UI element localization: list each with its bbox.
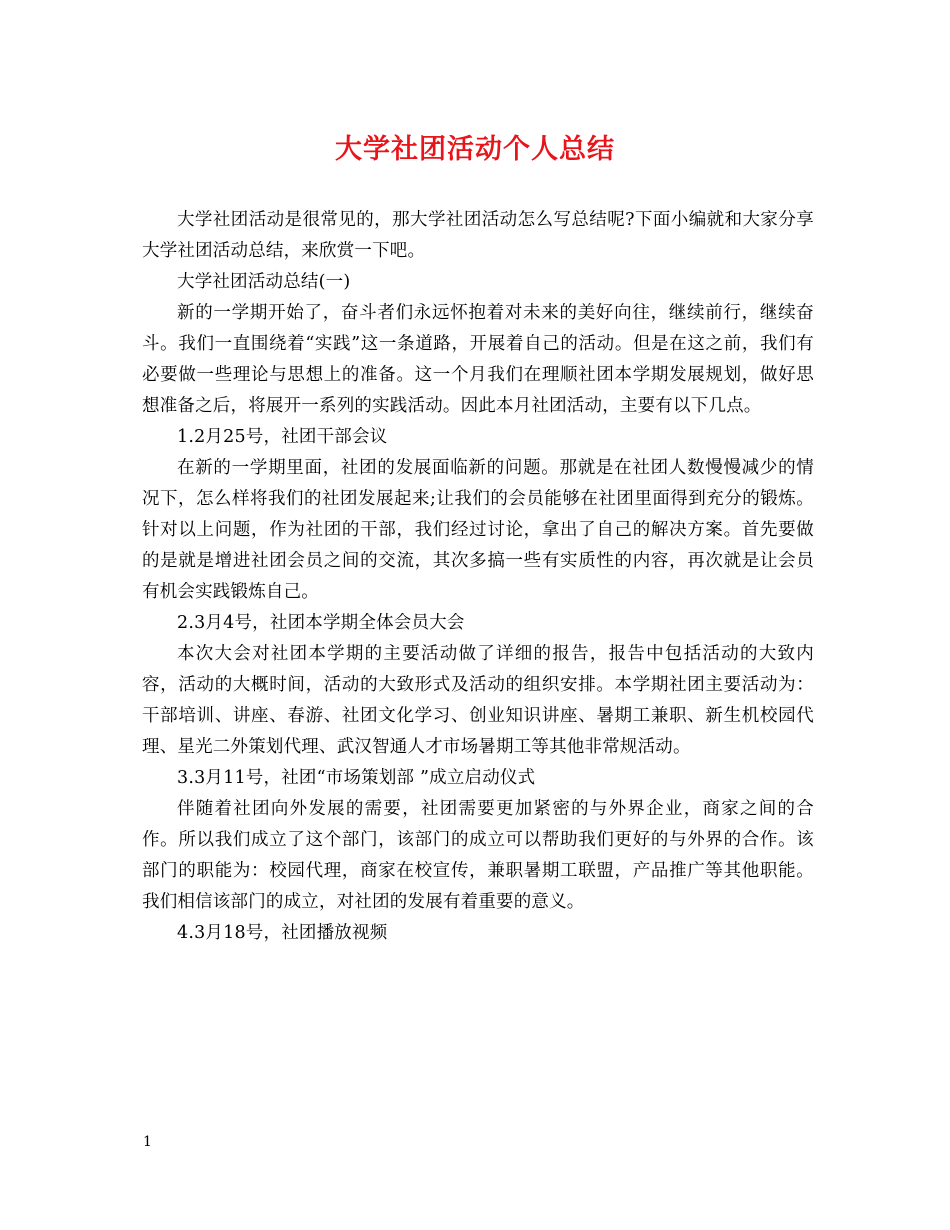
body-paragraph: 新的一学期开始了，奋斗者们永远怀抱着对未来的美好向往，继续前行，继续奋斗。我们一直围绕着“实践”这一条道路，开展着自己的活动。但是在这之前，我们有必要做一些理论与思想上的准备。这一个月我们在理顺社团本学期发展规划，做好思想准备之后，将展开一系列的实践活动。因此本月社团活动，主要有以下几点。 [142,303,814,416]
body-paragraph: 本次大会对社团本学期的主要活动做了详细的报告，报告中包括活动的大致内容，活动的大概时间，活动的大致形式及活动的组织安排。本学期社团主要活动为：干部培训、讲座、春游、社团文化学习、创业知识讲座、暑期工兼职、新生机校园代理、星光二外策划代理、武汉智通人才市场暑期工等其他非常规活动。 [142,644,814,757]
list-item-heading: 2.3月4号，社团本学期全体会员大会 [177,613,465,633]
list-item-heading: 4.3月18号，社团播放视频 [177,923,388,943]
body-paragraph: 在新的一学期里面，社团的发展面临新的问题。那就是在社团人数慢慢减少的情况下，怎么样将我们的社团发展起来;让我们的会员能够在社团里面得到充分的锻炼。针对以上问题，作为社团的干部，我们经过讨论，拿出了自己的解决方案。首先要做的是就是增进社团会员之间的交流，其次多搞一些有实质性的内容，再次就是让会员有机会实践锻炼自己。 [142,458,814,602]
body-paragraph: 伴随着社团向外发展的需要，社团需要更加紧密的与外界企业，商家之间的合作。所以我们成立了这个部门，该部门的成立可以帮助我们更好的与外界的合作。该部门的职能为：校园代理，商家在校宣传，兼职暑期工联盟，产品推广等其他职能。我们相信该部门的成立，对社团的发展有着重要的意义。 [142,799,814,912]
list-item-heading: 3.3月11号，社团“市场策划部 ”成立启动仪式 [177,768,536,788]
section-heading: 大学社团活动总结(一) [177,272,351,292]
page-number: 1 [143,1134,152,1150]
list-item-heading: 1.2月25号，社团干部会议 [177,427,388,447]
intro-paragraph: 大学社团活动是很常见的，那大学社团活动怎么写总结呢?下面小编就和大家分享大学社团活动总结，来欣赏一下吧。 [142,210,814,261]
document-title: 大学社团活动个人总结 [335,134,615,165]
document-body [142,205,814,949]
